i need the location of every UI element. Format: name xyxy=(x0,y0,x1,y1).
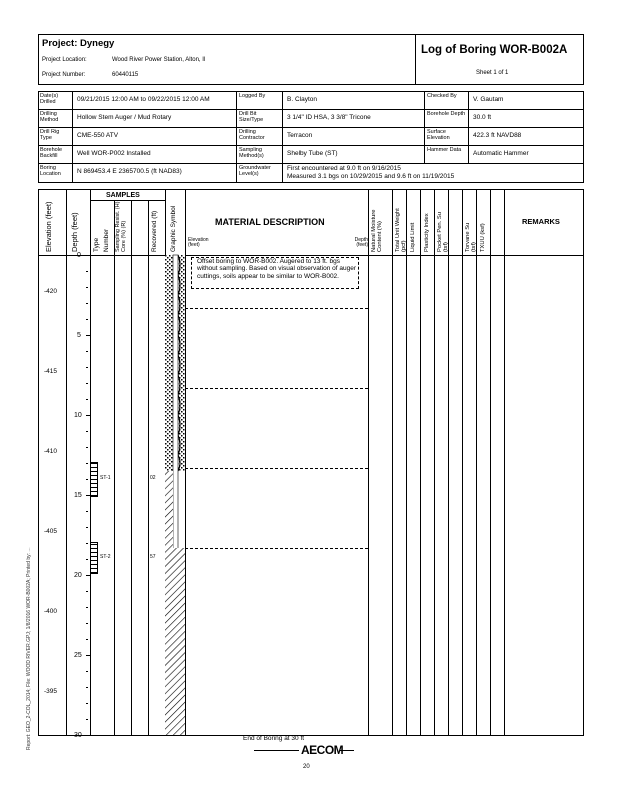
location-value: Wood River Power Station, Alton, Il xyxy=(112,57,206,63)
label-boring-location: Boring Location xyxy=(40,165,61,177)
depth-tick-label: 30 xyxy=(74,732,82,739)
value-boring-location: N 869453.4 E 2365700.5 (ft NAD83) xyxy=(77,168,182,175)
value-drill-bit: 3 1/4" ID HSA, 3 3/8" Tricone xyxy=(287,114,371,121)
sample-2-recovered: 57 xyxy=(150,554,156,560)
header-recovered: Recovered (ft) xyxy=(151,210,158,252)
depth-tick-label: 25 xyxy=(74,652,82,659)
depth-tick xyxy=(86,719,88,720)
depth-tick xyxy=(86,511,88,512)
depth-tick-label: 10 xyxy=(74,412,82,419)
aecom-logo: AECOM xyxy=(301,743,344,757)
number-value: 60440115 xyxy=(112,72,139,78)
location-label: Project Location: xyxy=(42,57,87,63)
depth-tick xyxy=(86,479,88,480)
depth-tick xyxy=(86,543,88,544)
value-surface-elevation: 422.3 ft NAVD88 xyxy=(473,132,522,139)
header-type: Type xyxy=(93,237,100,252)
label-drill-rig: Drill Rig Type xyxy=(40,129,60,141)
value-logged-by: B. Clayton xyxy=(287,96,317,103)
number-label: Project Number: xyxy=(42,72,86,78)
value-backfill: Well WOR-P002 Installed xyxy=(77,150,151,157)
elevation-tick-label: -410 xyxy=(44,447,58,455)
depth-tick xyxy=(86,527,88,528)
label-drill-bit: Drill Bit Size/Type xyxy=(239,111,264,123)
value-dates-drilled: 09/21/2015 12:00 AM to 09/22/2015 12:00 AM xyxy=(77,96,210,103)
value-sampling-method: Shelby Tube (ST) xyxy=(287,150,338,157)
value-contractor: Terracon xyxy=(287,132,313,139)
depth-tick xyxy=(86,655,90,656)
header-graphic-symbol: Graphic Symbol xyxy=(170,205,177,252)
header-elevation: Elevation (feet) xyxy=(44,201,53,252)
value-borehole-depth: 30.0 ft xyxy=(473,114,492,121)
sample-2-type: ST-2 xyxy=(100,554,111,560)
header-txuu: TXUU (ksf) xyxy=(480,223,486,252)
project-title: Project: Dynegy xyxy=(42,38,115,49)
label-drilling-method: Drilling Method xyxy=(40,111,59,123)
depth-tick xyxy=(86,303,88,304)
sample-1-type: ST-1 xyxy=(100,475,111,481)
value-checked-by: V. Gautam xyxy=(473,96,504,103)
depth-tick xyxy=(86,335,90,336)
depth-tick xyxy=(86,591,88,592)
material-description: Offset boring to WOR-B002. Augered to 13 ft. bgs without sampling. Based on visual observation of auger cuttings, soils appear to be similar to WOR-B002. xyxy=(197,258,356,280)
depth-tick xyxy=(86,671,88,672)
value-groundwater-1: First encountered at 9.0 ft on 9/16/2015 xyxy=(287,165,401,172)
header-samples: SAMPLES xyxy=(106,192,140,199)
header-moisture: Natural Moisture Content (%) xyxy=(371,209,383,252)
elevation-tick-label: -420 xyxy=(44,287,58,295)
header-number: Number xyxy=(103,228,110,252)
label-dates-drilled: Date(s) Drilled xyxy=(40,93,59,105)
header-material-description: MATERIAL DESCRIPTION xyxy=(215,217,325,227)
value-hammer-data: Automatic Hammer xyxy=(473,150,529,157)
label-hammer-data: Hammer Data xyxy=(427,147,462,153)
depth-tick-label: 15 xyxy=(74,492,82,499)
label-surface-elevation: Surface Elevation xyxy=(427,129,450,141)
depth-tick xyxy=(86,463,88,464)
label-groundwater: Groundwater Level(s) xyxy=(239,165,271,177)
depth-tick xyxy=(86,559,88,560)
depth-tick xyxy=(86,703,88,704)
depth-tick xyxy=(86,735,90,736)
header-pocket-pen: Pocket Pen. Su (tsf) xyxy=(437,212,449,252)
value-groundwater-2: Measured 3.1 bgs on 10/29/2015 and 9.6 ft on 11/19/2015 xyxy=(287,173,455,180)
header-unit-weight: Total Unit Weight (pcf) xyxy=(395,208,407,252)
graphic-symbol-pattern xyxy=(165,255,185,735)
depth-tick xyxy=(86,287,88,288)
depth-tick xyxy=(86,319,88,320)
header-depth-feet: Depth (feet) xyxy=(354,237,368,248)
header-plasticity-index: Plasticity Index xyxy=(424,213,430,252)
depth-tick xyxy=(86,415,90,416)
depth-tick xyxy=(86,623,88,624)
header-liquid-limit: Liquid Limit xyxy=(410,222,416,252)
label-backfill: Borehole Backfill xyxy=(40,147,63,159)
depth-tick xyxy=(86,367,88,368)
depth-tick xyxy=(86,431,88,432)
depth-tick xyxy=(86,271,88,272)
page-number: 20 xyxy=(303,764,310,770)
log-title: Log of Boring WOR-B002A xyxy=(421,44,568,56)
sample-bar-2 xyxy=(90,542,98,574)
header-sampling-resist: Sampling Resist. (H) Core (%) (R) xyxy=(115,201,127,252)
depth-tick xyxy=(86,575,90,576)
header-depth: Depth (feet) xyxy=(70,212,79,252)
elevation-tick-label: -395 xyxy=(44,687,58,695)
label-sampling-method: Sampling Method(s) xyxy=(239,147,264,159)
depth-tick xyxy=(86,687,88,688)
sample-bar-1 xyxy=(90,462,98,497)
depth-tick-label: 20 xyxy=(74,572,82,579)
depth-tick xyxy=(86,607,88,608)
label-contractor: Drilling Contractor xyxy=(239,129,265,141)
depth-tick xyxy=(86,383,88,384)
elevation-tick-label: -405 xyxy=(44,527,58,535)
depth-tick xyxy=(86,255,90,256)
header-elevation-feet: Elevation (feet) xyxy=(188,237,209,248)
depth-tick xyxy=(86,399,88,400)
depth-tick xyxy=(86,351,88,352)
header-remarks: REMARKS xyxy=(522,217,560,226)
label-logged-by: Logged By xyxy=(239,93,266,99)
depth-tick xyxy=(86,639,88,640)
value-drill-rig: CME-550 ATV xyxy=(77,132,119,139)
header-torvane: Torvane Su (tsf) xyxy=(465,222,477,252)
elevation-tick-label: -400 xyxy=(44,607,58,615)
side-report-text: Report: GEO_2-COL_2014; File: WOOD RIVER.GPJ; 1/8/2016 WOR-B002A; Printed by: ... xyxy=(26,547,32,750)
sheet-number: Sheet 1 of 1 xyxy=(476,70,509,76)
depth-tick-label: 5 xyxy=(77,332,81,339)
end-of-boring: End of Boring at 30 ft xyxy=(243,735,305,742)
value-drilling-method: Hollow Stem Auger / Mud Rotary xyxy=(77,114,172,121)
label-checked-by: Checked By xyxy=(427,93,457,99)
depth-tick xyxy=(86,447,88,448)
elevation-tick-label: -415 xyxy=(44,367,58,375)
label-borehole-depth: Borehole Depth xyxy=(427,111,466,117)
sample-1-recovered: 02 xyxy=(150,475,156,481)
depth-tick-label: 0 xyxy=(77,252,81,259)
